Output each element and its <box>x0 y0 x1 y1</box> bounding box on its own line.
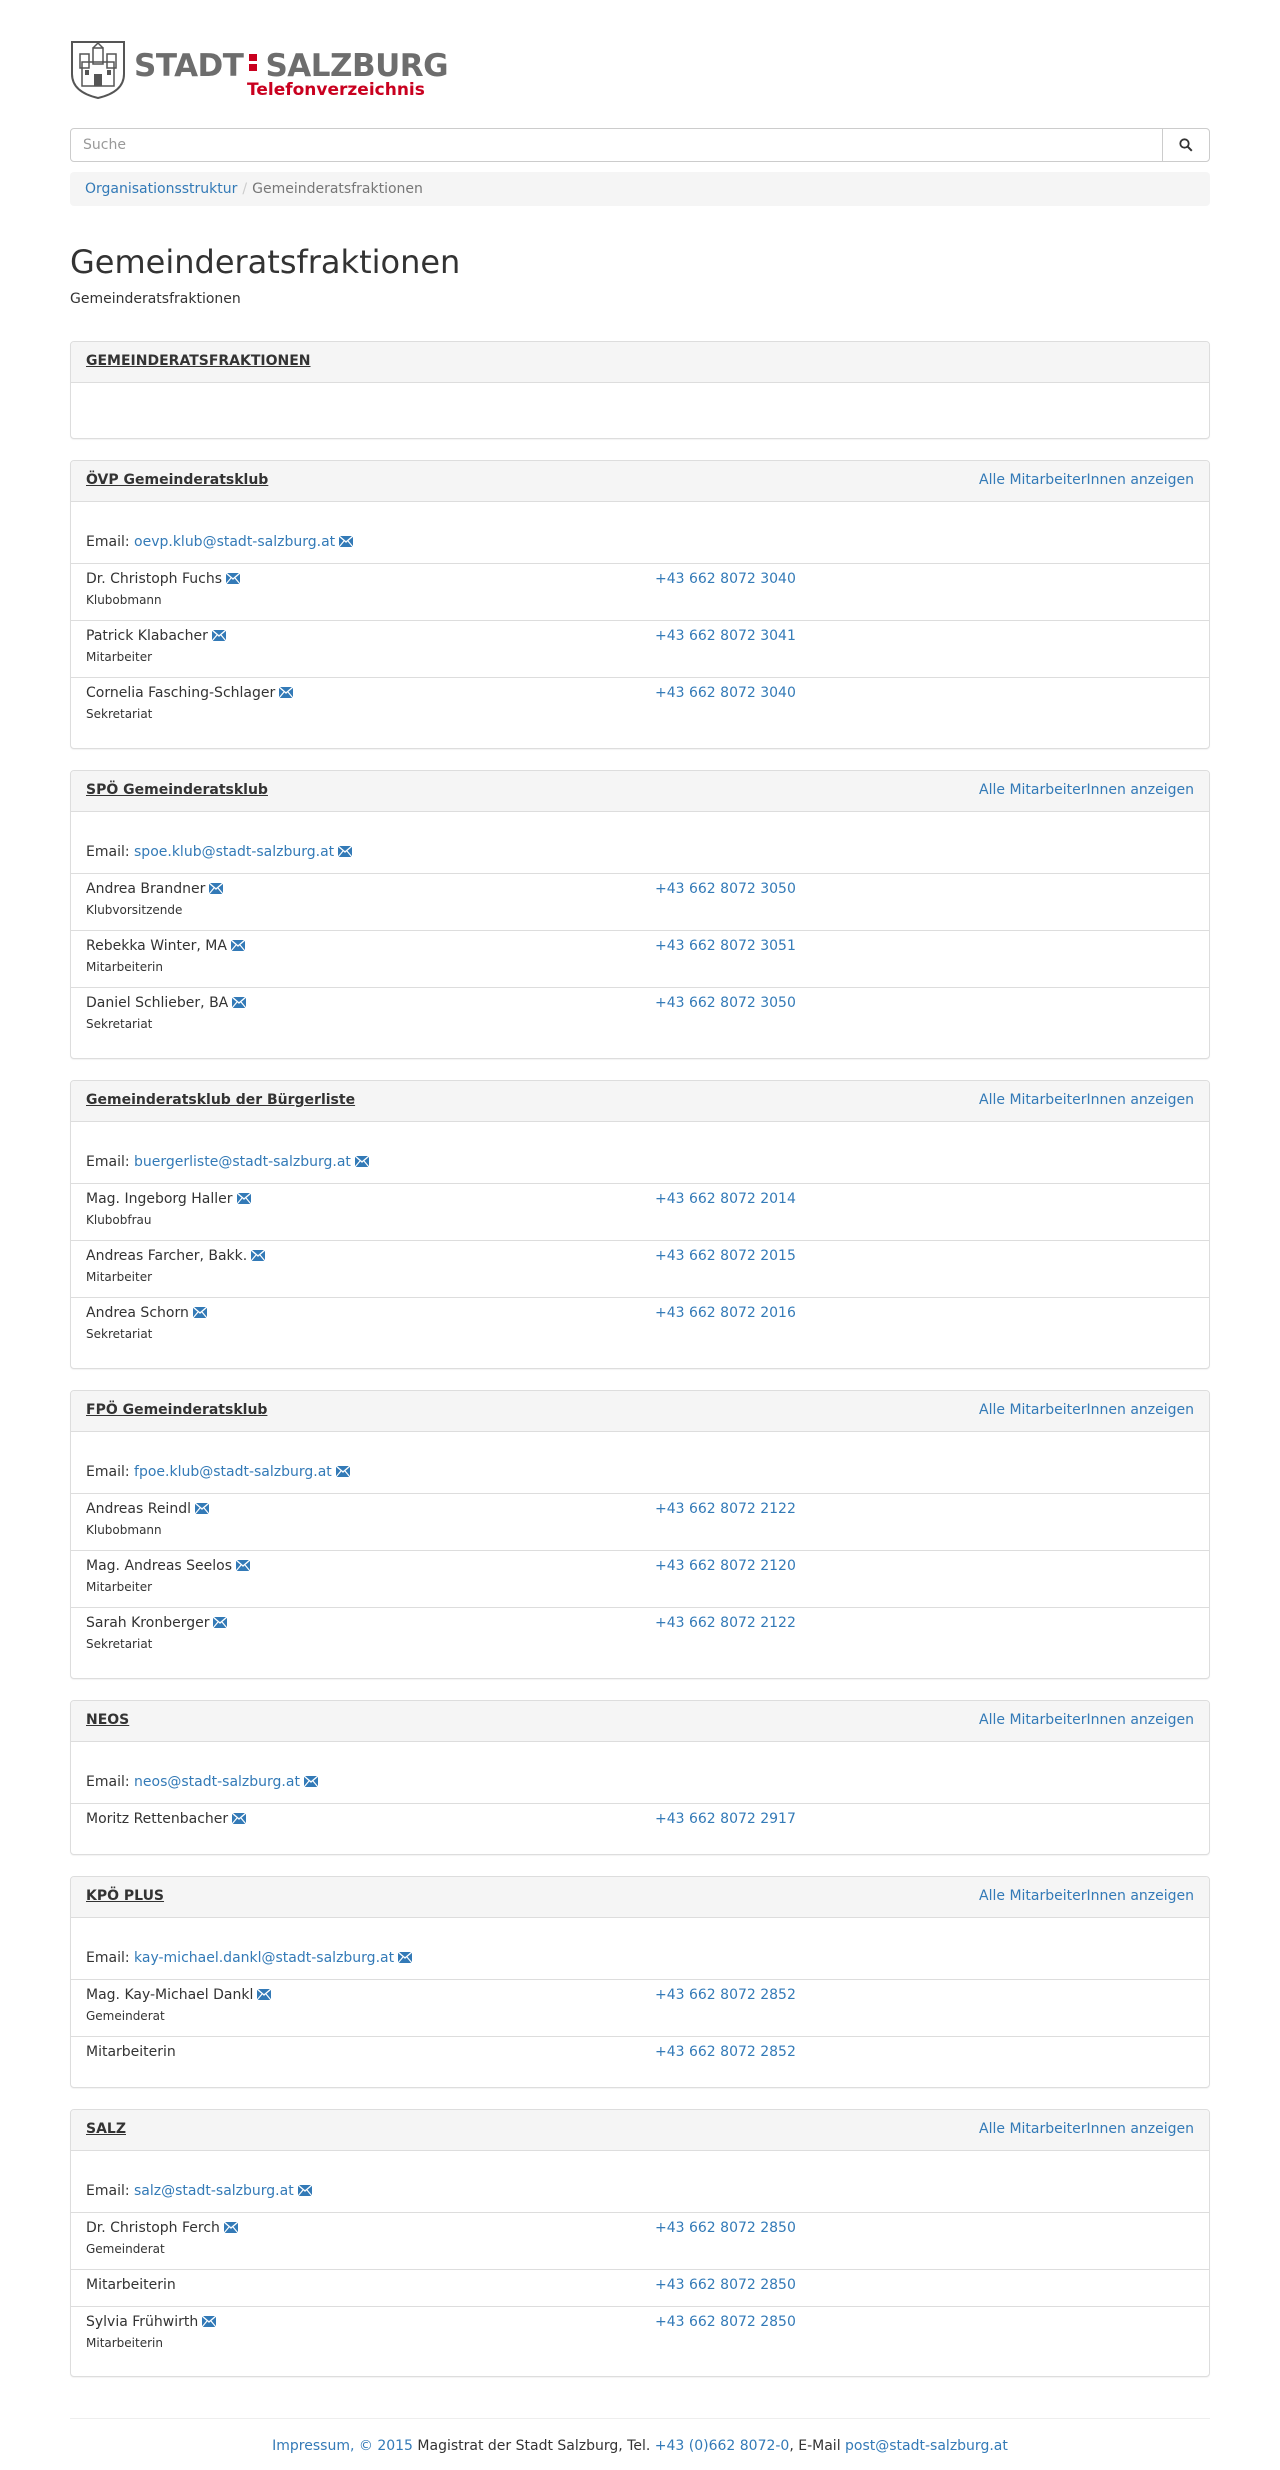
footer <box>70 2438 1210 2454</box>
email-label: Email: <box>86 1464 130 1480</box>
email-label: Email: <box>86 1950 130 1966</box>
person-name: Dr. Christoph Ferch <box>86 2220 238 2236</box>
mail-icon[interactable] <box>304 1776 318 1787</box>
search-bar <box>70 128 1210 162</box>
person-role: Klubvorsitzende <box>86 903 183 917</box>
show-all-staff-link[interactable]: Alle MitarbeiterInnen anzeigen <box>979 1888 1194 1904</box>
email-link[interactable]: buergerliste@stadt-salzburg.at <box>134 1154 351 1170</box>
panel-fpoe <box>70 1390 1210 1679</box>
person-role: Mitarbeiterin <box>86 2336 163 2350</box>
email-label: Email: <box>86 2183 130 2199</box>
mail-icon[interactable] <box>251 1250 265 1261</box>
impressum-link[interactable]: Impressum <box>272 2438 350 2454</box>
phone-link[interactable]: +43 662 8072 3040 <box>655 685 796 701</box>
mail-icon[interactable] <box>237 1193 251 1204</box>
footer-phone-link[interactable]: +43 (0)662 8072-0 <box>654 2438 790 2454</box>
mail-icon[interactable] <box>279 687 293 698</box>
logo-wordmark[interactable] <box>134 48 448 84</box>
person-role: Sekretariat <box>86 1327 153 1341</box>
mail-icon[interactable] <box>226 573 240 584</box>
phone-link[interactable]: +43 662 8072 3050 <box>655 995 796 1011</box>
show-all-staff-link[interactable]: Alle MitarbeiterInnen anzeigen <box>979 1402 1194 1418</box>
person-name: Andreas Reindl <box>86 1501 209 1517</box>
mail-icon[interactable] <box>202 2316 216 2327</box>
email-line <box>86 2183 312 2199</box>
mail-icon[interactable] <box>232 997 246 1008</box>
phone-link[interactable]: +43 662 8072 3051 <box>655 938 796 954</box>
mail-icon[interactable] <box>193 1307 207 1318</box>
page-subtitle: Gemeinderatsfraktionen <box>70 291 241 307</box>
person-name: Mitarbeiterin <box>86 2044 176 2060</box>
phone-link[interactable]: +43 662 8072 2850 <box>655 2277 796 2293</box>
person-role: Sekretariat <box>86 707 153 721</box>
email-label: Email: <box>86 844 130 860</box>
breadcrumb <box>70 172 1210 206</box>
panel-neos <box>70 1700 1210 1855</box>
copyright-link[interactable]: , © 2015 <box>349 2438 413 2454</box>
panel-salz <box>70 2109 1210 2377</box>
phone-link[interactable]: +43 662 8072 2120 <box>655 1558 796 1574</box>
person-name: Mag. Andreas Seelos <box>86 1558 250 1574</box>
mail-icon[interactable] <box>212 630 226 641</box>
logo-separator <box>249 51 257 74</box>
mail-icon[interactable] <box>224 2222 238 2233</box>
person-role: Klubobmann <box>86 1523 162 1537</box>
email-label: Email: <box>86 534 130 550</box>
panel-heading <box>71 461 1209 502</box>
mail-icon[interactable] <box>355 1156 369 1167</box>
mail-icon[interactable] <box>232 1813 246 1824</box>
search-button[interactable] <box>1162 128 1210 162</box>
email-line <box>86 1950 412 1966</box>
email-link[interactable]: oevp.klub@stadt-salzburg.at <box>134 534 336 550</box>
phone-link[interactable]: +43 662 8072 2850 <box>655 2220 796 2236</box>
row-divider <box>71 987 1209 988</box>
breadcrumb-item-organisationsstruktur[interactable]: Organisationsstruktur <box>85 181 238 197</box>
phone-link[interactable]: +43 662 8072 2016 <box>655 1305 796 1321</box>
row-divider <box>71 2212 1209 2213</box>
email-line <box>86 1154 369 1170</box>
mail-icon[interactable] <box>195 1503 209 1514</box>
phone-link[interactable]: +43 662 8072 2015 <box>655 1248 796 1264</box>
panel-title[interactable]: KPÖ PLUS <box>86 1888 165 1904</box>
panel-heading <box>71 1391 1209 1432</box>
panel-gemeinderatsfraktionen <box>70 341 1210 439</box>
row-divider <box>71 2269 1209 2270</box>
row-divider <box>71 1607 1209 1608</box>
mail-icon[interactable] <box>231 940 245 951</box>
row-divider <box>71 677 1209 678</box>
email-link[interactable]: neos@stadt-salzburg.at <box>134 1774 300 1790</box>
footer-text: Magistrat der Stadt Salzburg, Tel. <box>412 2438 655 2454</box>
site-header <box>70 0 1210 125</box>
mail-icon[interactable] <box>213 1617 227 1628</box>
phone-link[interactable]: +43 662 8072 2852 <box>655 1987 796 2003</box>
mail-icon[interactable] <box>336 1466 350 1477</box>
person-name: Patrick Klabacher <box>86 628 226 644</box>
city-crest-icon <box>70 40 126 100</box>
mail-icon[interactable] <box>257 1989 271 2000</box>
person-name: Mag. Ingeborg Haller <box>86 1191 251 1207</box>
panel-heading <box>71 2110 1209 2151</box>
row-divider <box>71 1979 1209 1980</box>
panel-title[interactable]: SPÖ Gemeinderatsklub <box>86 782 268 798</box>
panel-heading <box>71 1081 1209 1122</box>
person-role: Gemeinderat <box>86 2009 165 2023</box>
row-divider <box>71 930 1209 931</box>
breadcrumb-divider: / <box>242 181 248 197</box>
phone-link[interactable]: +43 662 8072 3040 <box>655 571 796 587</box>
row-divider <box>71 1297 1209 1298</box>
person-name: Sarah Kronberger <box>86 1615 227 1631</box>
show-all-staff-link[interactable]: Alle MitarbeiterInnen anzeigen <box>979 472 1194 488</box>
page-title: Gemeinderatsfraktionen <box>70 243 461 281</box>
person-name: Andrea Brandner <box>86 881 223 897</box>
panel-heading <box>71 1877 1209 1918</box>
email-link[interactable]: kay-michael.dankl@stadt-salzburg.at <box>134 1950 395 1966</box>
person-name: Dr. Christoph Fuchs <box>86 571 240 587</box>
mail-icon[interactable] <box>298 2185 312 2196</box>
show-all-staff-link[interactable]: Alle MitarbeiterInnen anzeigen <box>979 1712 1194 1728</box>
panel-kpoe-plus <box>70 1876 1210 2088</box>
row-divider <box>71 1803 1209 1804</box>
mail-icon[interactable] <box>236 1560 250 1571</box>
phone-link[interactable]: +43 662 8072 3041 <box>655 628 796 644</box>
phone-link[interactable]: +43 662 8072 2850 <box>655 2314 796 2330</box>
person-role: Sekretariat <box>86 1017 153 1031</box>
person-role: Klubobmann <box>86 593 162 607</box>
mail-icon[interactable] <box>209 883 223 894</box>
mail-icon[interactable] <box>339 536 353 547</box>
email-line <box>86 844 352 860</box>
panel-buergerliste <box>70 1080 1210 1369</box>
page-container <box>70 0 1210 2454</box>
row-divider <box>71 1493 1209 1494</box>
phone-link[interactable]: +43 662 8072 2122 <box>655 1501 796 1517</box>
panel-title[interactable]: FPÖ Gemeinderatsklub <box>86 1402 268 1418</box>
email-label: Email: <box>86 1774 130 1790</box>
show-all-staff-link[interactable]: Alle MitarbeiterInnen anzeigen <box>979 2121 1194 2137</box>
row-divider <box>71 1240 1209 1241</box>
person-name: Sylvia Frühwirth <box>86 2314 216 2330</box>
footer-divider <box>70 2418 1210 2419</box>
breadcrumb-item-current: Gemeinderatsfraktionen <box>252 181 423 197</box>
site-subtitle: Telefonverzeichnis <box>247 80 425 100</box>
person-role: Gemeinderat <box>86 2242 165 2256</box>
panel-heading <box>71 342 1209 383</box>
phone-link[interactable]: +43 662 8072 3050 <box>655 881 796 897</box>
row-divider <box>71 1550 1209 1551</box>
panel-title[interactable]: SALZ <box>86 2121 126 2137</box>
email-link[interactable]: fpoe.klub@stadt-salzburg.at <box>134 1464 332 1480</box>
mail-icon[interactable] <box>398 1952 412 1963</box>
panel-title[interactable]: NEOS <box>86 1712 130 1728</box>
person-role: Mitarbeiter <box>86 650 153 664</box>
phone-link[interactable]: +43 662 8072 2917 <box>655 1811 796 1827</box>
phone-link[interactable]: +43 662 8072 2122 <box>655 1615 796 1631</box>
mail-icon[interactable] <box>338 846 352 857</box>
person-name: Andreas Farcher, Bakk. <box>86 1248 265 1264</box>
panel-heading <box>71 1701 1209 1742</box>
row-divider <box>71 2306 1209 2307</box>
logo-word-left: STADT <box>134 48 244 84</box>
person-role: Klubobfrau <box>86 1213 152 1227</box>
email-line <box>86 534 353 550</box>
row-divider <box>71 873 1209 874</box>
person-name: Cornelia Fasching-Schlager <box>86 685 293 701</box>
phone-link[interactable]: +43 662 8072 2852 <box>655 2044 796 2060</box>
email-link[interactable]: salz@stadt-salzburg.at <box>134 2183 294 2199</box>
person-role: Mitarbeiterin <box>86 960 163 974</box>
phone-link[interactable]: +43 662 8072 2014 <box>655 1191 796 1207</box>
panel-title[interactable]: Gemeinderatsklub der Bürgerliste <box>86 1092 356 1108</box>
panel-title[interactable]: GEMEINDERATSFRAKTIONEN <box>86 353 311 369</box>
email-label: Email: <box>86 1154 130 1170</box>
show-all-staff-link[interactable]: Alle MitarbeiterInnen anzeigen <box>979 782 1194 798</box>
panel-heading <box>71 771 1209 812</box>
person-name: Mitarbeiterin <box>86 2277 176 2293</box>
row-divider <box>71 563 1209 564</box>
row-divider <box>71 1183 1209 1184</box>
panel-title[interactable]: ÖVP Gemeinderatsklub <box>86 472 269 488</box>
email-line <box>86 1774 318 1790</box>
panel-oevp <box>70 460 1210 749</box>
person-name: Rebekka Winter, MA <box>86 938 245 954</box>
person-role: Mitarbeiter <box>86 1270 153 1284</box>
footer-email-link[interactable]: post@stadt-salzburg.at <box>845 2438 1008 2454</box>
panel-spoe <box>70 770 1210 1059</box>
person-name: Mag. Kay-Michael Dankl <box>86 1987 271 2003</box>
search-input[interactable] <box>70 128 1163 162</box>
person-name: Daniel Schlieber, BA <box>86 995 246 1011</box>
email-link[interactable]: spoe.klub@stadt-salzburg.at <box>134 844 335 860</box>
logo-word-right: SALZBURG <box>265 48 449 84</box>
search-icon <box>1179 138 1193 152</box>
person-name: Andrea Schorn <box>86 1305 207 1321</box>
show-all-staff-link[interactable]: Alle MitarbeiterInnen anzeigen <box>979 1092 1194 1108</box>
footer-email-label: , E-Mail <box>789 2438 846 2454</box>
person-role: Sekretariat <box>86 1637 153 1651</box>
person-role: Mitarbeiter <box>86 1580 153 1594</box>
email-line <box>86 1464 350 1480</box>
row-divider <box>71 620 1209 621</box>
row-divider <box>71 2036 1209 2037</box>
person-name: Moritz Rettenbacher <box>86 1811 246 1827</box>
